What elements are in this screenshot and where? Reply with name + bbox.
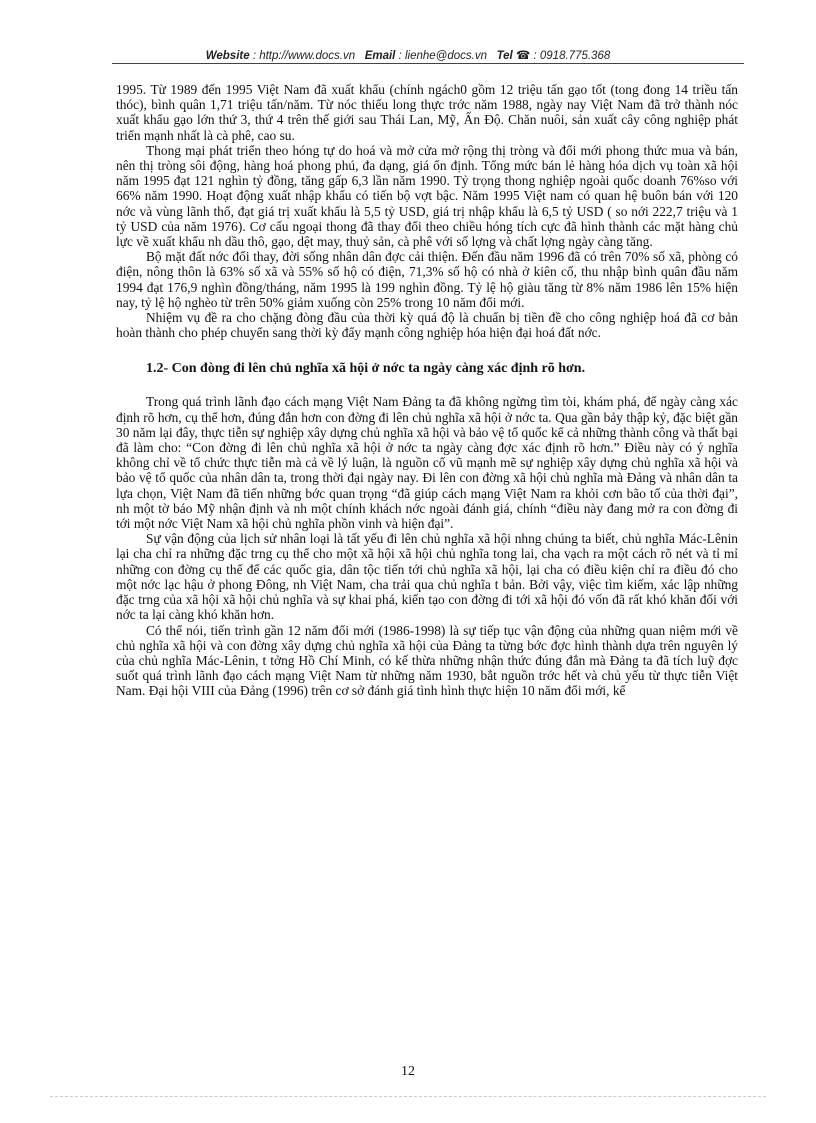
paragraph-party-leadership: Trong quá trình lãnh đạo cách mạng Việt Nam Đảng ta đã không ngừng tìm tòi, khám phá, để ngày càng xác định rõ hơn, cụ thể hơn, đúng đắn hơn con đờng đi lên chủ nghĩa xã hội ở nớc ta. Qua gần bảy thập kỷ, đặc biệt gần 30 năm lại đây, thực tiễn sự nghiệp xây dựng chủ nghĩa xã hội và bảo vệ tổ quốc kể cả những thành công và thất bại đã làm cho: “Con đờng đi lên chủ nghĩa xã hội ở nớc ta ngày càng đợc xác định rõ hơn.” Điều này có ý nghĩa không chỉ về tổ chức thực tiễn mà cả về lý luận, là nguồn cổ vũ mạnh mẽ sự nghiệp xây dựng chủ nghĩa xã hội và bảo vệ tổ quốc của nhân dân ta, trong thời đại ngày nay. Đi lên con đờng xã hội chủ nghĩa mà Đảng và nhân dân ta lựa chọn, Việt Nam đã tiến những bớc quan trọng “đã giúp cách mạng Việt Nam ra khỏi cơn bão tố của thời đại”, nh một tờ báo Mỹ nhận định và nh một chính khách nớc ngoài đánh giá, chính “điều này đang mở ra con đờng đi tới một nớc Việt Nam xã hội chủ nghĩa phồn vinh và hiện đại”. xyxy=(116,394,738,532)
email-label: Email xyxy=(364,50,396,62)
paragraph-living-standards: Bộ mặt đất nớc đổi thay, đời sống nhân dân đợc cải thiện. Đến đầu năm 1996 đã có trên 70% số xã, phòng có điện, nông thôn là 63% số xã và 55% số hộ có điện, 71,3% số hộ có nhà ở kiên cố, thu nhập bình quân đầu năm 1994 đạt 176,9 nghìn đồng/tháng, năm 1995 là 199 nghìn đồng. Tỷ lệ hộ giàu tăng từ 8% năm 1986 lên 15% hiện nay, tỷ lệ hộ nghèo từ trên 50% giảm xuống còn 25% trong 10 năm đổi mới. xyxy=(116,249,738,310)
paragraph-history: Sự vận động của lịch sử nhân loại là tất yếu đi lên chủ nghĩa xã hội nhng chúng ta biết, chủ nghĩa Mác-Lênin lại cha chỉ ra những đặc trng cụ thể cho một xã hội xã hội chủ nghĩa tong lai, cha vạch ra một cách rõ nét và tỉ mỉ những con đờng cụ thể để các quốc gia, dân tộc tiến tới chủ nghĩa xã hội, lại cha có điều kiện chỉ ra điều đó cho một nớc lạc hậu ở phong Đông, nh Việt Nam, cha trải qua chủ nghĩa t bản. Bởi vậy, việc tìm kiếm, xác lập những đặc trng của xã hội xã hội chủ nghĩa và sự khai phá, kiến tạo con đờng đi tới xã hội đó vốn đã rất khó khăn đối với nớc ta lại càng khó khăn hơn. xyxy=(116,531,738,623)
paragraph-rice-exports: 1995. Từ 1989 đến 1995 Việt Nam đã xuất khẩu (chính ngách0 gồm 12 triệu tấn gạo tốt (tong đong 14 triều tấn thóc), bình quân 1,71 triệu tấn/năm. Từ nóc thiếu long thực trớc năm 1988, ngày nay Việt Nam đã trở thành nóc xuất khẩu gạo lớn thứ 3, thứ 4 trên thế giới sau Thái Lan, Mỹ, Ấn Độ. Chăn nuôi, sản xuất cây công nghiệp phát triển mạnh nhất là cà phê, cao su. xyxy=(116,82,738,143)
section-heading: 1.2- Con đòng đi lên chủ nghĩa xã hội ở nớc ta ngày càng xác định rõ hơn. xyxy=(146,361,586,377)
website-url[interactable]: : http://www.docs.vn xyxy=(252,50,356,62)
header-divider xyxy=(112,63,744,64)
paragraph-transition-tasks: Nhiệm vụ đề ra cho chặng đòng đầu của thời kỳ quá độ là chuẩn bị tiền đề cho công nghiệp hoá đã cơ bản hoàn thành cho phép chuyển sang thời kỳ đẩy mạnh công nghiệp hóa hiện đại hoá đất nớc. xyxy=(116,310,738,341)
page-number: 12 xyxy=(401,1064,415,1079)
tel-label: Tel xyxy=(496,50,513,62)
paragraph-trade: Thong mại phát triển theo hóng tự do hoá và mở cửa mở rộng thị tròng và đổi mới phong thức mua và bán, nên thị tròng sôi động, hàng hoá phong phú, đa dạng, giá ổn định. Tổng mức bán lẻ hàng hóa dịch vụ toàn xã hội năm 1995 đạt 121 nghìn tỷ đồng, tăng gấp 6,3 lần năm 1990. Tỷ trọng thong nghiệp ngoài quốc doanh 76%so với 66% năm 1990. Hoạt động xuất nhập khẩu có tiến bộ vợt bậc. Năm 1995 Việt nam có quan hệ buôn bán với 120 nớc và vùng lãnh thổ, đạt giá trị xuất khẩu là 5,5 tỷ USD, giá trị nhập khẩu là 6,5 tỷ USD ( so nới 222,7 triệu và 1 tỷ USD của năm 1976). Cơ cấu ngoại thong đã thay đổi theo chiều hóng tích cực đã hình thành các mặt hàng chủ lực về xuất khẩu nh dầu thô, gạo, dệt may, thuỷ sản, cà phê với số lợng và chất lợng ngày càng tăng. xyxy=(116,142,738,250)
email-address[interactable]: : lienhe@docs.vn xyxy=(398,50,487,62)
paragraph-renovation: Có thể nói, tiến trình gần 12 năm đổi mới (1986-1998) là sự tiếp tục vận động của những quan niệm mới về chủ nghĩa xã hội và con đờng xây dựng chủ nghĩa xã hội của Đảng ta từng bớc đợc hình thành dựa trên nguyên lý của chủ nghĩa Mác-Lênin, t tởng Hồ Chí Minh, có kế thừa những nhận thức đúng đắn mà Đảng ta đã tích luỹ đợc suốt quá trình lãnh đạo cách mạng Việt Nam từ những năm 1930, bắt nguồn trớc hết và chủ yếu từ thực tiễn Việt Nam. Đại hội VIII của Đảng (1996) trên cơ sở đánh giá tình hình thực hiện 10 năm đổi mới, kể xyxy=(116,622,738,699)
page-header xyxy=(0,48,816,62)
footer-divider xyxy=(50,1096,766,1097)
website-label: Website xyxy=(205,50,250,62)
phone-icon: ☎ xyxy=(515,50,531,62)
page-body xyxy=(116,82,738,699)
tel-number: : 0918.775.368 xyxy=(533,50,611,62)
